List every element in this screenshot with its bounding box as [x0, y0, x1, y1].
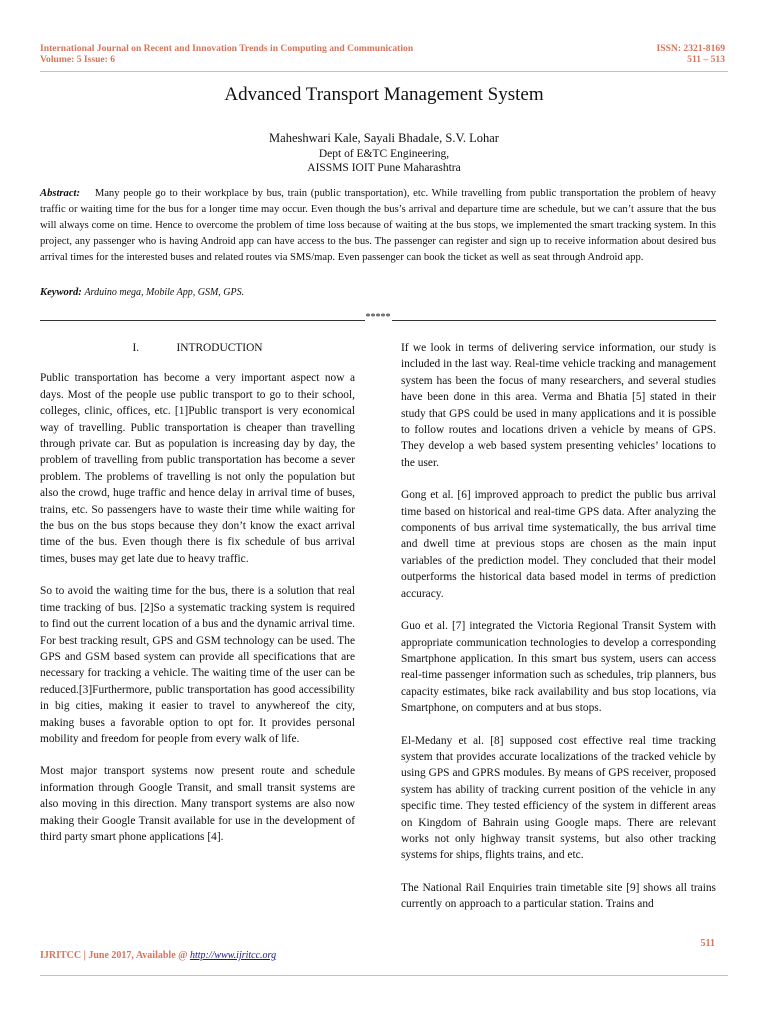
section-heading	[40, 340, 355, 356]
paragraph: Public transportation has become a very important aspect now a days. Most of the people use public transport to go to their school, colleges, clinic, offices, etc. [1]Public transport is very economical way of travelling. Public transportation is cheaper than travelling through private car. But as population is increasing day by day, the problem of travelling from public transportation has become a sever problem. The problems of travelling is not only the population but also the crowd, huge traffic and hence delay in arrival time of buses, trains, etc. So passengers have to waste their time while waiting for the bus on the bus stops because they don’t know the exact arrival time of the bus. Even though there is fix schedule of bus arrival times, buses may get late due to heavy traffic.	[40, 372, 355, 565]
keyword-text: Arduino mega, Mobile App, GSM, GPS.	[84, 287, 245, 298]
left-column	[40, 340, 355, 861]
footer-text: IJRITCC | June 2017, Available @	[40, 950, 188, 961]
page-number: 511	[700, 938, 715, 949]
paragraph: So to avoid the waiting time for the bus, there is a solution that real time tracking of bus. [2]So a systematic tracking system is required to find out the current location of a bus and the dynamic arrival time. For best tracking result, GPS and GSM technology can be used. The GPS and GSM based system can provide all specifications that are necessary for tracking a vehicle. The waiting time of the user can be reduced.[3]Furthermore, public transportation has good accessibility in big cities, making it easier to travel to anywhereof the city, making buses a favorable option to opt for. It provides personal mobility and freedom for people from every walk of life.	[40, 585, 355, 745]
paragraph: If we look in terms of delivering service information, our study is included in the last way. Real-time vehicle tracking and management system has been the focus of many researchers, and several studies have been done in this area. Verma and Bhatia [5] stated in their study that GPS could be used in many applications and it is possible to follow routes and locations driven a vehicle by means of GPS. They develop a web based system presenting vehicles’ locations to the user.	[401, 342, 716, 469]
divider-stars: *****	[365, 312, 391, 323]
divider-line-left	[40, 320, 365, 321]
section-divider	[40, 312, 716, 323]
page-range: 511 – 513	[687, 54, 725, 65]
divider-line-right	[392, 320, 717, 321]
journal-name: International Journal on Recent and Innovation Trends in Computing and Communication	[40, 43, 414, 54]
paper-title: Advanced Transport Management System	[224, 84, 544, 105]
abstract-label: Abstract:	[40, 188, 81, 199]
paragraph: Gong et al. [6] improved approach to predict the public bus arrival time based on historical and real-time GPS data. After analyzing the components of bus arrival time systematically, the bus arrival time and dwell time at previous stops are chosen as the main input variables of the prediction model. They concluded that their model outperforms the historical data based model in terms of prediction accuracy.	[401, 489, 716, 600]
keyword-label: Keyword:	[40, 287, 82, 298]
paragraph: El-Medany et al. [8] supposed cost effective real time tracking system that provides accurate localizations of the tracked vehicle by using GPS and GPRS modules. By means of GPS receiver, proposed system has ability of tracking current position of the vehicle in any specific time. They tested efficiency of the system in different areas on Kingdom of Bahrain using Google maps. There are relevant works not only highway transit systems, but also other tracking systems for ships, flights trains, and etc.	[401, 734, 716, 862]
abstract	[40, 186, 716, 266]
affiliation-institute: AISSMS IOIT Pune Maharashtra	[307, 162, 461, 174]
authors: Maheshwari Kale, Sayali Bhadale, S.V. Lohar	[269, 131, 499, 145]
section-title: INTRODUCTION	[176, 342, 263, 354]
right-column	[401, 340, 716, 929]
keywords	[40, 287, 716, 298]
paragraph: Most major transport systems now present route and schedule information through Google Transit, and small transit systems are also moving in this direction. Many transport systems are also now making their Google Transit available for use in the development of third party smart phone applications [4].	[40, 765, 355, 843]
paragraph: Guo et al. [7] integrated the Victoria Regional Transit System with appropriate communication technologies to develop a corresponding Smartphone application. In this smart bus system, users can access real-time passenger information such as schedules, trip planners, bus capacity estimates, bike rack availability and bus stop locations, via Smartphone, on computers and at bus stops.	[401, 620, 716, 715]
journal-header	[40, 43, 413, 65]
issn-header	[657, 43, 726, 65]
journal-link[interactable]: http://www.ijritcc.org	[189, 950, 277, 961]
footer-credit	[40, 950, 276, 961]
abstract-text: Many people go to their workplace by bus, train (public transportation), etc. While travelling from public transportation the problem of heavy traffic or waiting time for the bus for a longer time may occur. Even though the bus’s arrival and departure time are schedule, but we can’t assure that the bus will always come on time. Hence to overcome the problem of time loss because of waiting at the bus stops, we implemented the smart tracking system. In this project, any passenger who is having Android app can have access to the bus. The passenger can register and sign up to receive information about desired bus arrival times for the interested buses and related routes via SMS/map. Even passenger can book the ticket as well as seat through Android app.	[40, 188, 716, 263]
affiliation-dept: Dept of E&TC Engineering,	[318, 148, 450, 160]
footer-rule	[40, 975, 728, 976]
header-rule	[40, 71, 728, 72]
issn: ISSN: 2321-8169	[656, 43, 725, 54]
journal-volume: Volume: 5 Issue: 6	[40, 54, 116, 65]
section-number: I.	[132, 342, 140, 354]
paragraph: The National Rail Enquiries train timetable site [9] shows all trains currently on approach to a particular station. Trains and	[401, 881, 716, 911]
affiliation	[0, 147, 768, 175]
